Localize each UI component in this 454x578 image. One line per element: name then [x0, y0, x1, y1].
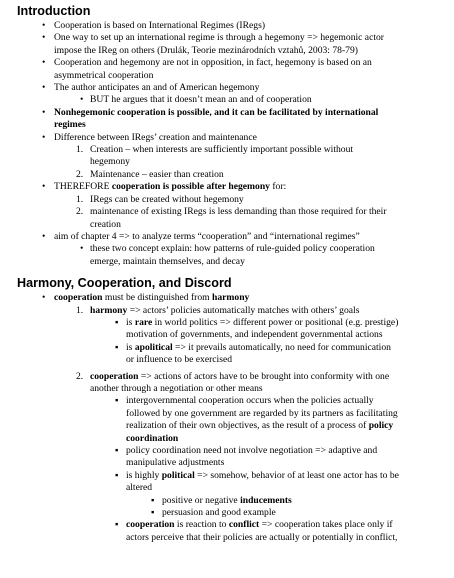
bullet-list-item	[8, 82, 444, 94]
text-run: => actions of actors have to be brought into conformity with one	[138, 370, 390, 382]
text-line	[126, 470, 444, 482]
text-run: => cooperation takes place only if	[259, 519, 393, 531]
bullet-marker: ▪	[115, 316, 119, 328]
bullet-list-item	[8, 57, 444, 82]
list-item-text	[90, 206, 444, 231]
text-line	[54, 32, 444, 44]
list-item-text	[54, 32, 444, 57]
list-item-text	[54, 107, 444, 132]
text-run: Cooperation and hegemony are not in opposition, in fact, hegemony is based on an	[54, 57, 372, 69]
bullet-list-item	[8, 107, 444, 132]
list-item-text	[162, 507, 444, 519]
bullet-marker: •	[80, 243, 84, 255]
text-line	[90, 243, 444, 255]
bullet-list-item	[8, 470, 444, 495]
numbered-list-item	[8, 194, 444, 206]
text-run: policy coordination need not involve negotiation => adaptive and	[126, 445, 378, 456]
numbered-list-item	[8, 206, 444, 231]
text-line	[54, 45, 444, 57]
bullet-list-item	[8, 317, 444, 342]
text-line	[90, 206, 444, 218]
list-number: 2.	[76, 168, 84, 180]
bullet-list-item	[8, 292, 444, 304]
text-line	[126, 457, 444, 469]
bullet-marker: ▪	[151, 494, 155, 506]
text-run: Maintenance – easier than creation	[90, 168, 224, 180]
text-run: maintenance of existing IRegs is less demanding than those required for their	[90, 206, 387, 218]
text-run: IRegs can be created without hegemony	[90, 193, 244, 205]
list-item-text	[54, 132, 444, 144]
text-line	[126, 519, 444, 531]
text-run: must be distinguished from	[102, 292, 213, 304]
text-line	[126, 317, 444, 329]
text-run: => somehow, behavior of at least one actor has to be	[194, 469, 399, 481]
list-item-text	[54, 82, 444, 94]
section-heading: Introduction	[17, 4, 91, 18]
list-item-text	[126, 395, 444, 445]
bold-text: apolitical	[134, 341, 173, 353]
bold-text: rare	[134, 316, 153, 328]
bullet-list-item	[8, 445, 444, 470]
text-line	[126, 395, 444, 407]
text-run: emerge, maintain themselves, and decay	[90, 255, 245, 267]
text-run: hegemony	[90, 156, 130, 168]
text-run: manipulative adjustments	[126, 457, 225, 469]
bullet-marker: ▪	[115, 519, 119, 531]
text-run: => it prevails automatically, no need for communication	[172, 341, 391, 353]
bullet-marker: •	[42, 292, 46, 304]
list-item-text	[162, 495, 444, 507]
bold-text: inducements	[240, 494, 292, 506]
bold-text: harmony	[212, 292, 250, 304]
list-item-text	[54, 57, 444, 82]
bullet-list-item	[8, 231, 444, 243]
text-line	[90, 383, 444, 395]
numbered-list-item	[8, 144, 444, 169]
bullet-marker: ▪	[151, 507, 155, 519]
text-run: BUT he argues that it doesn’t mean an and of cooperation	[90, 94, 312, 106]
section-heading: Harmony, Cooperation, and Discord	[17, 276, 232, 291]
text-run: or influence to be exercised	[126, 354, 233, 366]
bullet-marker: •	[42, 20, 46, 31]
bullet-marker: ▪	[115, 469, 119, 481]
bold-text: harmony	[90, 304, 128, 316]
text-run: Cooperation is based on International Regimes (IRegs)	[54, 20, 266, 31]
text-run: Difference between IRegs’ creation and maintenance	[54, 131, 257, 143]
list-item-text	[90, 305, 444, 317]
text-run: is	[126, 316, 135, 328]
list-item-text	[126, 470, 444, 495]
bullet-list-item	[8, 243, 444, 268]
bullet-list-item	[8, 395, 444, 445]
bullet-marker: •	[80, 94, 84, 106]
list-item-text	[90, 371, 444, 396]
text-run: for:	[269, 181, 287, 193]
text-line	[90, 144, 444, 156]
numbered-list-item	[8, 169, 444, 181]
bold-text: Nonhegemonic cooperation is possible, and it can be facilitated by international	[54, 106, 379, 118]
list-item-text	[90, 144, 444, 169]
text-line	[54, 107, 444, 119]
list-number: 2.	[76, 370, 84, 382]
text-run: Creation – when interests are sufficiently important possible without	[90, 144, 354, 156]
document-body	[8, 3, 444, 544]
bullet-marker: •	[42, 57, 46, 69]
list-item-text	[54, 20, 444, 32]
text-line	[90, 256, 444, 268]
text-line	[90, 156, 444, 168]
text-run: creation	[90, 218, 121, 230]
text-line	[126, 445, 444, 457]
text-line	[90, 219, 444, 231]
list-item-text	[126, 342, 444, 367]
list-item-text	[90, 194, 444, 206]
text-run: positive or negative	[162, 494, 241, 506]
text-run: One way to set up an international regime is through a hegemony => hegemonic actor	[54, 32, 384, 44]
text-run: actors perceive that their policies are actually or potentially in conflict,	[126, 531, 398, 543]
list-item-text	[126, 519, 444, 544]
bullet-list-item	[8, 342, 444, 367]
numbered-list-item	[8, 371, 444, 396]
text-line	[126, 354, 444, 366]
text-run: asymmetrical cooperation	[54, 69, 154, 81]
text-line	[126, 408, 444, 420]
list-item-text	[90, 94, 444, 106]
bold-text: conflict	[228, 519, 260, 531]
text-run: The author anticipates an and of American hegemony	[54, 82, 260, 94]
text-run: THEREFORE	[54, 181, 112, 193]
bold-text: cooperation	[90, 370, 139, 382]
text-run: => actors’ policies automatically matches with others’ goals	[127, 304, 360, 316]
bold-text: cooperation is possible after hegemony	[111, 181, 270, 193]
list-item-text	[90, 169, 444, 181]
bold-text: policy	[368, 420, 394, 432]
bullet-list-item	[8, 94, 444, 106]
text-line	[54, 57, 444, 69]
text-line	[126, 433, 444, 445]
list-number: 1.	[76, 193, 84, 205]
bullet-list-item	[8, 181, 444, 193]
text-run: aim of chapter 4 => to analyze terms “cooperation” and “international regimes”	[54, 230, 360, 242]
text-run: followed by one government are regarded by its partners as facilitating	[126, 407, 398, 419]
text-run: intergovernmental cooperation occurs when the policies actually	[126, 395, 374, 407]
bullet-marker: ▪	[115, 445, 119, 456]
list-item-text	[90, 243, 444, 268]
bullet-marker: •	[42, 82, 46, 94]
bullet-list-item	[8, 20, 444, 32]
text-run: realization of their own objectives, as the result of a process of	[126, 420, 369, 432]
text-run: persuasion and good example	[162, 507, 276, 519]
bold-text: cooperation	[54, 292, 103, 304]
list-item-text	[54, 231, 444, 243]
text-run: is highly	[126, 469, 162, 481]
bold-text: political	[161, 469, 195, 481]
numbered-list-item	[8, 305, 444, 317]
bullet-marker: •	[42, 181, 46, 193]
bold-text: coordination	[126, 432, 179, 444]
bullet-list-item	[8, 132, 444, 144]
bullet-marker: •	[42, 230, 46, 242]
list-number: 1.	[76, 144, 84, 156]
list-item-text	[126, 445, 444, 470]
bullet-marker: •	[42, 32, 46, 44]
bold-text: regimes	[54, 119, 86, 131]
text-line	[126, 420, 444, 432]
text-run: motivation of governments, and independent governmental actions	[126, 329, 383, 341]
bullet-list-item	[8, 519, 444, 544]
bullet-list-item	[8, 32, 444, 57]
bullet-marker: •	[42, 131, 46, 143]
text-line	[90, 371, 444, 383]
bullet-list-item	[8, 507, 444, 519]
text-line	[126, 532, 444, 544]
text-line	[54, 70, 444, 82]
bullet-marker: ▪	[115, 395, 119, 407]
text-line	[126, 342, 444, 354]
list-item-text	[54, 292, 444, 304]
list-number: 2.	[76, 206, 84, 218]
text-run: impose the IReg on others (Drulák, Teorie mezinárodních vztahů, 2003: 78-79)	[54, 44, 358, 56]
bullet-list-item	[8, 495, 444, 507]
text-line	[126, 329, 444, 341]
text-run: altered	[126, 482, 153, 494]
bullet-marker: •	[42, 106, 46, 118]
text-line	[126, 482, 444, 494]
text-run: is reaction to	[174, 519, 229, 531]
text-run: in world politics => different power or positional (e.g. prestige)	[152, 316, 399, 328]
text-run: is	[126, 341, 135, 353]
bullet-marker: ▪	[115, 341, 119, 353]
list-number: 1.	[76, 304, 84, 316]
bold-text: cooperation	[126, 519, 175, 531]
text-line	[54, 119, 444, 131]
list-item-text	[54, 181, 444, 193]
list-item-text	[126, 317, 444, 342]
text-run: another through a negotiation or other means	[90, 382, 263, 394]
text-run: these two concept explain: how patterns of rule-guided policy cooperation	[90, 243, 375, 255]
